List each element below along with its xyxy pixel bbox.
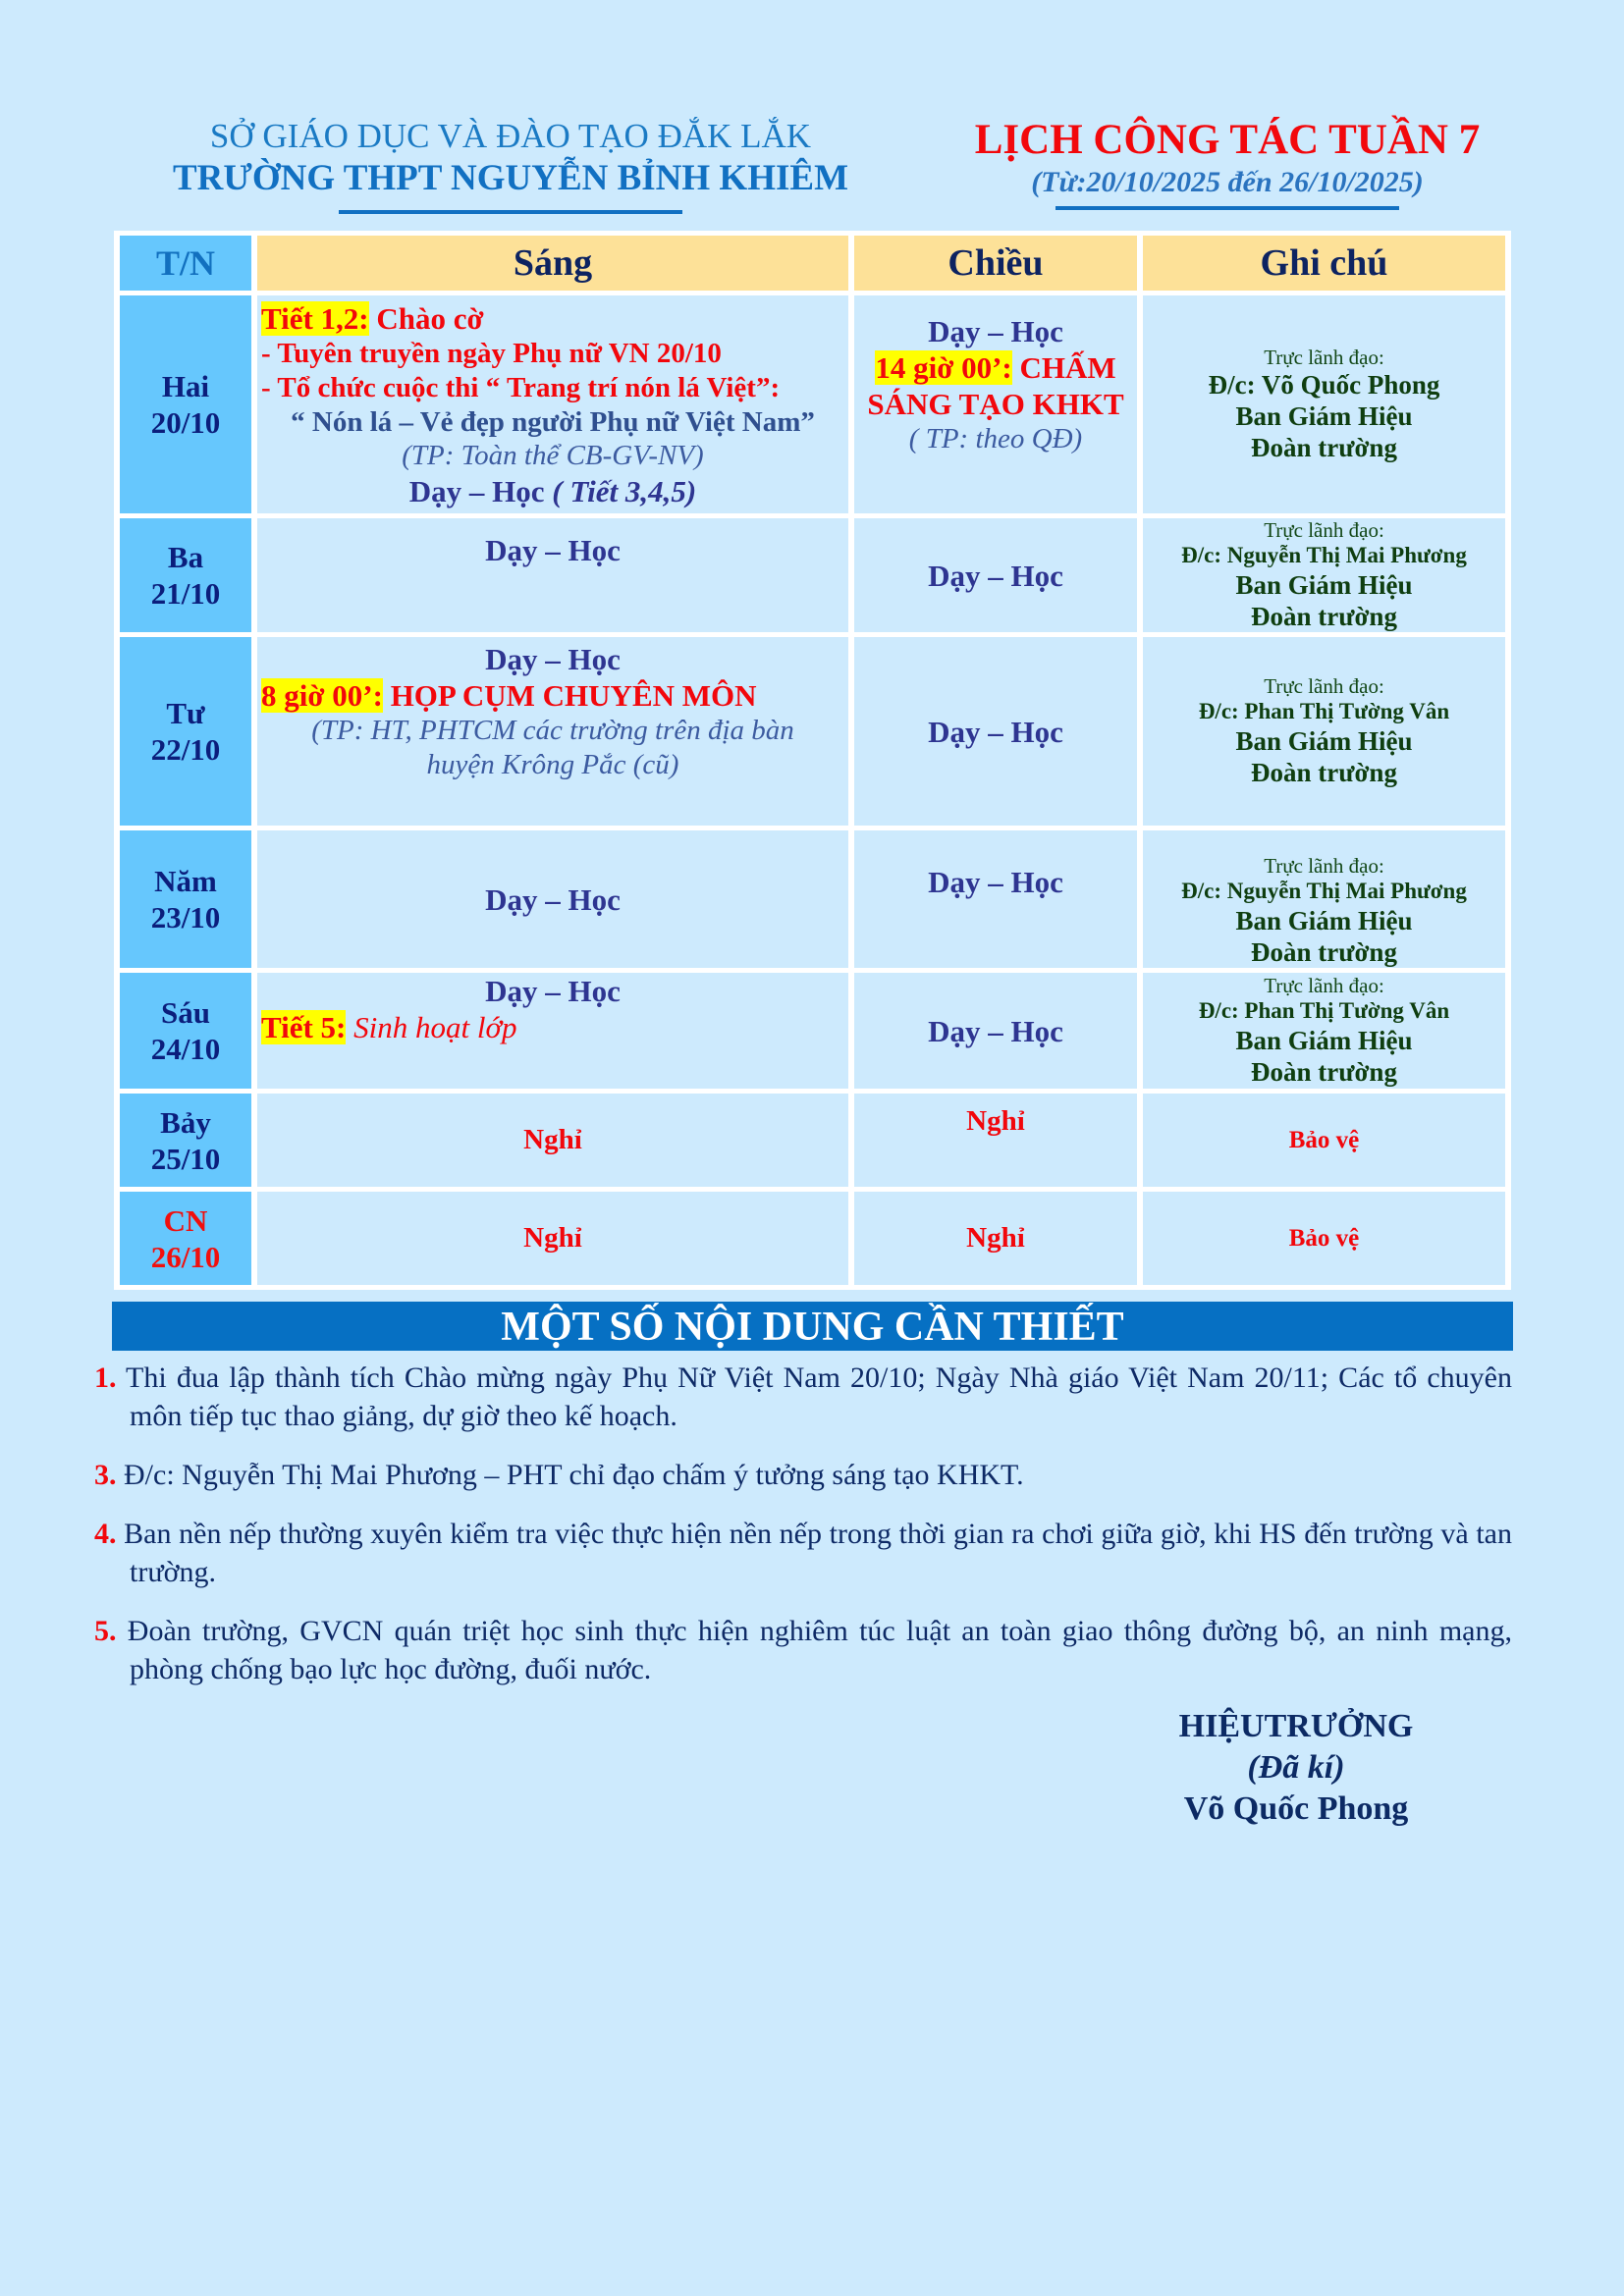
duty-label: Trực lãnh đạo: [1264,674,1384,698]
header-divider [339,210,682,214]
period-note: ( Tiết 3,4,5) [552,473,697,508]
morning-line [261,473,844,509]
event-text: CHẤM [1011,350,1116,385]
participants-note: huyện Krông Pắc (cũ) [426,749,679,780]
morning-line: Dạy – Học [485,974,621,1008]
afternoon-line: Dạy – Học [928,865,1063,899]
department-name: SỞ GIÁO DỤC VÀ ĐÀO TẠO ĐẮK LẮK [209,117,812,155]
morning-line: Dạy – Học [485,642,621,676]
day-date: 24/10 [150,1032,221,1066]
duty-label: Trực lãnh đạo: [1264,974,1384,997]
morning-cell [257,830,848,968]
off-label: Nghỉ [523,1222,582,1254]
event-text: HỌP CỤM CHUYÊN MÔN [382,678,757,713]
notes-cell [1143,973,1505,1089]
day-cell [120,518,251,632]
note-number: 5. [94,1615,117,1647]
afternoon-cell [854,1192,1137,1285]
security-duty: Bảo vệ [1288,1126,1360,1153]
col-header-afternoon: Chiều [854,236,1137,291]
page-title: LỊCH CÔNG TÁC TUẦN 7 [974,117,1481,163]
day-date: 20/10 [150,405,221,440]
morning-cell [257,1192,848,1285]
table-row [120,1192,1505,1285]
afternoon-cell [854,518,1137,632]
duty-group: Ban Giám Hiệu [1235,1026,1413,1055]
participants-note: (TP: HT, PHTCM các trường trên địa bàn [311,715,794,746]
afternoon-cell [854,973,1137,1089]
day-cell [120,973,251,1089]
morning-line [261,1009,844,1045]
morning-cell [257,1094,848,1187]
afternoon-cell [854,295,1137,513]
duty-leader: Đ/c: Võ Quốc Phong [1208,370,1440,400]
highlight-label: Tiết 1,2: [261,300,369,336]
day-name: Hai [161,369,210,403]
morning-line: Dạy – Học [485,533,621,567]
note-item [94,1456,1512,1494]
morning-line: - Tuyên truyền ngày Phụ nữ VN 20/10 [261,337,722,369]
duty-group: Ban Giám Hiệu [1235,906,1413,935]
signer-role: HIỆUTRƯỞNG [1178,1708,1414,1744]
note-text: Thi đua lập thành tích Chào mừng ngày Phụ Nữ Việt Nam 20/10; Ngày Nhà giáo Việt Nam 20/11; Các tổ chuyên môn tiếp tục thao giảng, dự giờ theo kế hoạch. [116,1362,1512,1432]
col-header-notes: Ghi chú [1143,236,1505,291]
day-name: Năm [154,864,217,898]
afternoon-cell [854,830,1137,968]
afternoon-cell [854,637,1137,826]
note-text: Đ/c: Nguyễn Thị Mai Phương – PHT chỉ đạo chấm ý tưởng sáng tạo KHKT. [116,1459,1024,1491]
note-number: 4. [94,1518,117,1550]
day-date: 23/10 [150,900,221,934]
duty-label: Trực lãnh đạo: [1264,518,1384,542]
schedule-title-block [933,116,1522,210]
morning-cell [257,637,848,826]
off-label: Nghỉ [523,1124,582,1155]
duty-group: Đoàn trường [1251,433,1397,462]
security-duty: Bảo vệ [1288,1224,1360,1252]
highlight-label: 8 giờ 00’: [261,678,383,713]
table-row [120,518,1505,632]
participants-note: (TP: Toàn thể CB-GV-NV) [402,439,704,471]
afternoon-line: Dạy – Học [928,1013,1063,1048]
section-banner: MỘT SỐ NỘI DUNG CẦN THIẾT [112,1302,1513,1351]
duty-group: Đoàn trường [1251,758,1397,787]
afternoon-line: Dạy – Học [928,714,1063,749]
note-item [94,1612,1512,1688]
note-text: Ban nền nếp thường xuyên kiểm tra việc thực hiện nền nếp trong thời gian ra chơi giữa giờ, khi HS đến trường và tan trường. [116,1518,1512,1588]
table-row [120,973,1505,1089]
table-row [120,637,1505,826]
highlight-label: Tiết 5: [261,1010,347,1044]
notes-cell [1143,637,1505,826]
off-label: Nghỉ [966,1105,1025,1137]
note-item [94,1359,1512,1435]
notes-list [94,1359,1512,1709]
morning-cell [257,518,848,632]
day-cell [120,830,251,968]
duty-group: Ban Giám Hiệu [1235,570,1413,600]
day-name: Ba [167,540,204,574]
table-row [120,1094,1505,1187]
day-cell [120,637,251,826]
day-name: CN [163,1202,208,1238]
participants-note: ( TP: theo QĐ) [908,423,1083,454]
notes-cell [1143,295,1505,513]
day-cell [120,295,251,513]
school-name: TRƯỜNG THPT NGUYỄN BỈNH KHIÊM [172,158,848,198]
signer-name: Võ Quốc Phong [1183,1790,1409,1827]
day-name: Sáu [161,995,210,1030]
day-name: Bảy [160,1104,211,1140]
morning-line: “ Nón lá – Vẻ đẹp người Phụ nữ Việt Nam” [291,405,815,438]
note-number: 3. [94,1459,117,1491]
morning-cell [257,295,848,513]
highlight-label: 14 giờ 00’: [875,350,1012,385]
col-header-day: T/N [120,236,251,291]
notes-cell [1143,518,1505,632]
day-cell [120,1192,251,1285]
duty-group: Ban Giám Hiệu [1235,401,1413,431]
title-divider [1056,206,1399,210]
duty-group: Đoàn trường [1251,602,1397,631]
afternoon-line: SÁNG TẠO KHKT [867,387,1124,421]
event-text: Sinh hoạt lớp [346,1010,517,1044]
day-date: 26/10 [150,1239,221,1274]
duty-group: Đoàn trường [1251,1057,1397,1087]
afternoon-line: Dạy – Học [928,558,1063,593]
day-name: Tư [166,696,205,730]
duty-label: Trực lãnh đạo: [1264,346,1384,369]
morning-line: Dạy – Học [485,881,621,917]
date-range: (Từ:20/10/2025 đến 26/10/2025) [1031,166,1424,198]
notes-cell [1143,830,1505,968]
col-header-morning: Sáng [257,236,848,291]
day-date: 25/10 [150,1141,221,1176]
off-label: Nghỉ [966,1222,1025,1254]
duty-leader: Đ/c: Phan Thị Tường Vân [1198,998,1450,1023]
duty-label: Trực lãnh đạo: [1264,854,1384,878]
day-date: 21/10 [150,576,221,611]
morning-line [261,300,844,337]
table-row [120,295,1505,513]
table-row [120,830,1505,968]
table-header-row [120,236,1505,291]
note-number: 1. [94,1362,117,1394]
signed-status: (Đã kí) [1247,1749,1345,1786]
event-text: Chào cờ [368,300,484,336]
signature-block [1100,1706,1492,1830]
morning-line: - Tổ chức cuộc thi “ Trang trí nón lá Việt”: [261,371,781,403]
day-cell [120,1094,251,1187]
morning-cell [257,973,848,1089]
duty-group: Ban Giám Hiệu [1235,726,1413,756]
teaching-label: Dạy – Học [408,473,553,508]
morning-line [261,677,844,714]
school-header [118,116,903,214]
notes-cell [1143,1094,1505,1187]
note-item [94,1515,1512,1591]
duty-leader: Đ/c: Nguyễn Thị Mai Phương [1181,543,1467,567]
duty-group: Đoàn trường [1251,937,1397,967]
afternoon-line: Dạy – Học [928,314,1063,348]
schedule-table [114,231,1511,1290]
duty-leader: Đ/c: Phan Thị Tường Vân [1198,699,1450,723]
duty-leader: Đ/c: Nguyễn Thị Mai Phương [1181,879,1467,903]
afternoon-cell [854,1094,1137,1187]
notes-cell [1143,1192,1505,1285]
day-date: 22/10 [150,732,221,767]
note-text: Đoàn trường, GVCN quán triệt học sinh thực hiện nghiêm túc luật an toàn giao thông đường bộ, an ninh mạng, phòng chống bạo lực học đường, đuối nước. [116,1615,1512,1685]
afternoon-line [858,349,1133,386]
